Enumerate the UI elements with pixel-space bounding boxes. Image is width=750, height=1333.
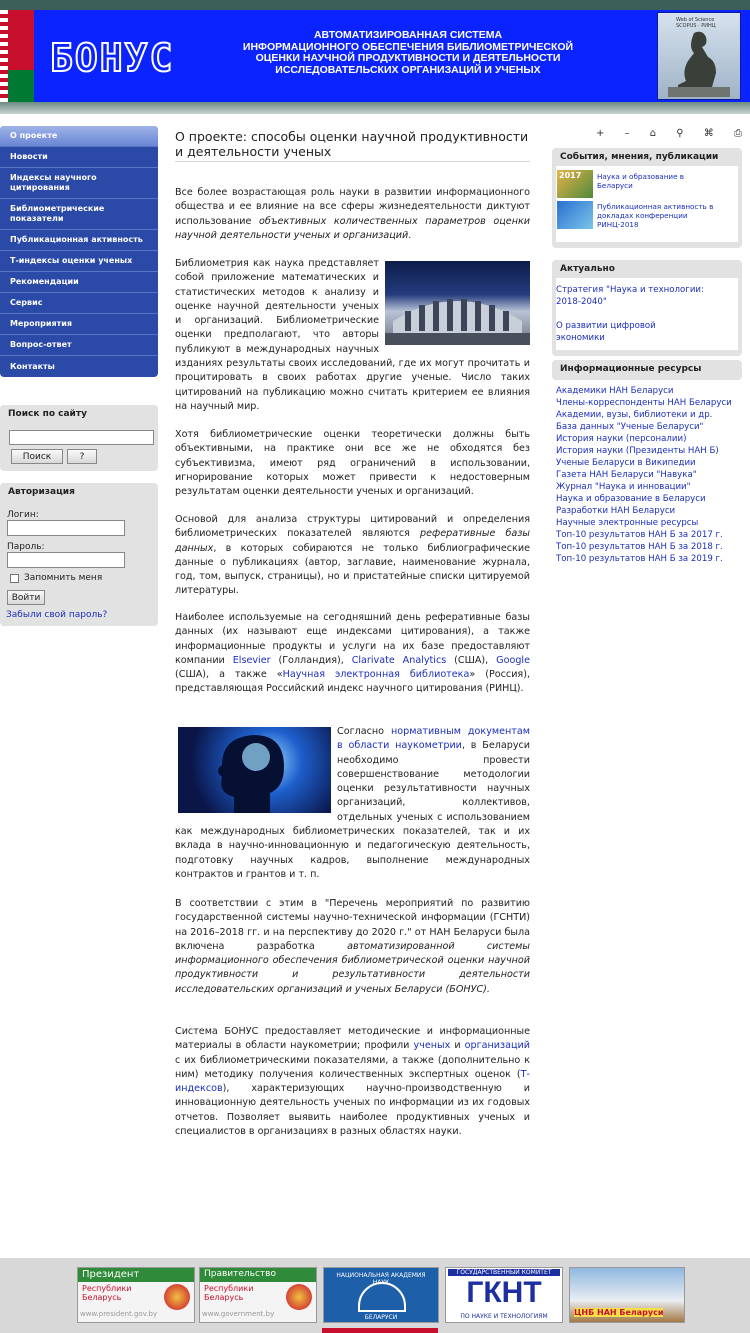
resource-link[interactable]: История науки (персоналии)	[556, 434, 687, 444]
brain-head-image	[178, 727, 331, 813]
forgot-password-link[interactable]: Забыли свой пароль?	[6, 610, 108, 620]
site-logo[interactable]: БОНУС	[50, 36, 175, 80]
events-title: События, мнения, публикации	[560, 152, 719, 162]
zoom-out-icon[interactable]: –	[624, 128, 630, 139]
menu-item-t-indexes[interactable]: Т-индексы оценки ученых	[0, 251, 158, 272]
actual-link-strategy[interactable]: Стратегия "Наука и технологии: 2018-2040"	[556, 285, 704, 307]
resource-link[interactable]: Топ-10 результатов НАН Б за 2018 г.	[556, 542, 723, 552]
search-input[interactable]	[9, 430, 154, 445]
password-label: Пароль:	[7, 542, 45, 552]
building-icon	[385, 261, 530, 345]
search-title: Поиск по сайту	[8, 409, 87, 419]
article-paragraph-2: Библиометрия как наука представляет собой приложение математических и статистических методов к анализу и оценке научной деятельности ученых и организаций. Библиометрические оценки предполагают, что авторы публикуют в международных научных изданиях результаты своих исследований, где их могут прочитать и процитировать в своих работах другие ученые. Число таких цитирований на публикацию можно считать критерием ее влияния на научный мир.	[175, 258, 530, 412]
article-paragraph-6: Согласно нормативным документам в области наукометрии, в Беларуси необходимо провести совершенствование методологии оценки результативности научных организаций, коллективов, отдельных ученых с использованием как международных библиометрических показателей, так и их вклада в научно-инновационную и педагогическую деятельность, подготовку научных кадров, выполнение международных контрактов и грантов и т. п.	[175, 726, 531, 880]
event-link-1[interactable]: Наука и образование в Беларуси	[597, 172, 685, 190]
actual-links	[556, 284, 706, 344]
menu-item-recommendations[interactable]: Рекомендации	[0, 272, 158, 293]
menu-item-events[interactable]: Мероприятия	[0, 314, 158, 335]
google-link[interactable]: Google	[496, 654, 530, 666]
resource-link[interactable]: Топ-10 результатов НАН Б за 2019 г.	[556, 554, 723, 564]
clarivate-link[interactable]: Clarivate Analytics	[351, 654, 447, 666]
remember-checkbox[interactable]	[10, 574, 19, 583]
resource-link[interactable]: История науки (Президенты НАН Б)	[556, 446, 719, 456]
thinker-statue-icon	[664, 25, 734, 97]
academy-building-image	[385, 261, 530, 345]
resource-link[interactable]: Члены-корреспонденты НАН Беларуси	[556, 398, 732, 408]
belarus-flag	[0, 10, 34, 102]
organizations-link[interactable]: организаций	[464, 1040, 530, 1052]
header-title: АВТОМАТИЗИРОВАННАЯ СИСТЕМА ИНФОРМАЦИОННОГО ОБЕСПЕЧЕНИЯ БИБЛИОМЕТРИЧЕСКОЙ ОЦЕНКИ НАУЧНОЙ ПРОДУКТИВНОСТИ И ДЕЯТЕЛЬНОСТИ ИССЛЕДОВАТЕЛЬСКИХ ОРГАНИЗАЦИЙ И УЧЕНЫХ	[242, 29, 574, 76]
header-bottom-band	[0, 102, 750, 114]
resources-box	[552, 360, 742, 380]
article-paragraph-4: Основой для анализа структуры цитирований и определения библиометрических показателей являются реферативные базы данных, в которых собираются не только библиографические данные о публикациях (автор, заглавие, наименование журнала, год, том, выпуск, страницы), но и пристатейные списки цитируемой литературы.	[175, 514, 530, 597]
resource-link[interactable]: Топ-10 результатов НАН Б за 2017 г.	[556, 530, 723, 540]
president-banner[interactable]: Президент Республики Беларусь www.president.gov.by	[77, 1267, 195, 1323]
main-menu	[0, 126, 158, 377]
thinker-image: Web of Science SCOPUS · РИНЦ	[657, 12, 741, 100]
menu-item-faq[interactable]: Вопрос-ответ	[0, 335, 158, 356]
password-input[interactable]	[7, 552, 125, 568]
resource-link[interactable]: База данных "Ученые Беларуси"	[556, 422, 704, 432]
auth-box	[0, 483, 158, 626]
menu-item-about[interactable]: О проекте	[0, 126, 158, 147]
scientists-link[interactable]: ученых	[413, 1040, 451, 1052]
academy-building-icon	[358, 1282, 406, 1312]
resource-link[interactable]: Научные электронные ресурсы	[556, 518, 699, 528]
actual-title: Актуально	[560, 264, 615, 274]
gknt-banner[interactable]: ГОСУДАРСТВЕННЫЙ КОМИТЕТ ГКНТ ПО НАУКЕ И ТЕХНОЛОГИЯМ	[445, 1267, 563, 1323]
page-title: О проекте: способы оценки научной продуктивности и деятельности ученых	[175, 129, 530, 162]
footer	[0, 1258, 750, 1333]
menu-item-contacts[interactable]: Контакты	[10, 361, 55, 371]
zoom-in-icon[interactable]: +	[596, 128, 605, 139]
article-paragraph-3: Хотя библиометрические оценки теоретически должны быть объективными, на практике они все же не обходятся без субъективизма, имеют ряд ограничений в использовании, игнорирование которых может привести к недостоверным результатам оценки деятельности ученых и организаций.	[175, 429, 530, 498]
page-toolbar	[596, 128, 742, 140]
event-thumb-1[interactable]: 2017	[557, 170, 593, 198]
menu-item-bibliometric-indicators[interactable]: Библиометрические показатели	[0, 199, 158, 230]
academy-banner[interactable]: НАЦИОНАЛЬНАЯ АКАДЕМИЯ НАУК БЕЛАРУСИ	[323, 1267, 439, 1323]
menu-item-service[interactable]: Сервис	[0, 293, 158, 314]
cnb-banner[interactable]: ЦНБ НАН Беларуси	[569, 1267, 685, 1323]
print-icon[interactable]: ⎙	[733, 128, 742, 139]
article-paragraph-8: Система БОНУС предоставляет методические и информационные материалы в области наукометрии; профили ученых и организаций с их библиометрическими показателями, а также (дополнительно к ним) методику получения количественных экспертных оценок (Т-индексов), характеризующих научно-производственную и инновационную деятельность ученых по информации из их годовых отчетов. Позволяет выявить наиболее продуктивных ученых и специалистов в организациях в разных областях науки.	[175, 1026, 530, 1138]
elsevier-link[interactable]: Elsevier	[232, 654, 271, 666]
footer-extra-banner[interactable]	[322, 1328, 438, 1333]
article-paragraph-7: В соответствии с этим в "Перечень мероприятий по развитию государственной системы научно-технической информации (ГСНТИ) на 2016–2018 гг. и на перспективу до 2020 г." от НАН Беларуси была включена разработка автоматизированной системы информационного обеспечения библиометрической оценки научной продуктивности и результативности деятельности исследовательских организаций и ученых Беларуси (БОНУС).	[175, 898, 530, 995]
coat-of-arms-icon	[286, 1284, 312, 1310]
sitemap-icon[interactable]: ⌘	[703, 128, 714, 139]
resource-link[interactable]: Наука и образование в Беларуси	[556, 494, 706, 504]
resource-link[interactable]: Разработки НАН Беларуси	[556, 506, 676, 516]
article-paragraph-1: Все более возрастающая роль науки в развитии информационного общества и ее влияние на все сферы жизнедеятельности диктуют использование объективных количественных параметров оценки научной деятельности ученых и организаций.	[175, 187, 530, 241]
search-help-button[interactable]: ?	[67, 449, 97, 464]
menu-item-news[interactable]: Новости	[0, 147, 158, 168]
article-paragraph-5: Наиболее используемые на сегодняшний день реферативные базы данных (их называют еще индексами цитирования), а также информационные продукты и услуги на их базе предоставляют компании Elsevier (Голландия), Clarivate Analytics (США), Google (США), а также «Научная электронная библиотека» (Россия), представляющая Российский индекс научного цитирования (РИНЦ).	[175, 612, 530, 695]
coat-of-arms-icon	[164, 1284, 190, 1310]
article-header	[175, 129, 530, 162]
event-link-2[interactable]: Публикационная активность в докладах конференции РИНЦ-2018	[597, 202, 714, 229]
resource-link[interactable]: Газета НАН Беларуси "Навука"	[556, 470, 697, 480]
government-banner[interactable]: Правительство Республики Беларусь www.government.by	[199, 1267, 317, 1323]
resources-title: Информационные ресурсы	[560, 364, 702, 374]
events-box	[552, 148, 742, 248]
login-button[interactable]: Войти	[7, 590, 45, 605]
elibrary-link[interactable]: Научная электронная библиотека	[282, 669, 470, 681]
remember-label: Запомнить меня	[24, 573, 103, 583]
resource-link[interactable]: Ученые Беларуси в Википедии	[556, 458, 696, 468]
search-icon[interactable]: ⚲	[676, 128, 684, 139]
resources-list	[556, 385, 742, 565]
resource-link[interactable]: Академии, вузы, библиотеки и др.	[556, 410, 713, 420]
site-header	[0, 10, 750, 102]
home-icon[interactable]: ⌂	[649, 128, 657, 139]
login-input[interactable]	[7, 520, 125, 536]
menu-item-publication-activity[interactable]: Публикационная активность	[0, 230, 158, 251]
search-box	[0, 405, 158, 471]
resource-link[interactable]: Академики НАН Беларуси	[556, 386, 674, 396]
head-silhouette-icon	[178, 727, 331, 813]
login-label: Логин:	[7, 510, 39, 520]
event-thumb-2[interactable]	[557, 201, 593, 229]
top-stripe	[0, 0, 750, 10]
auth-title: Авторизация	[8, 487, 75, 497]
actual-link-digital-economy[interactable]: О развитии цифровой экономики	[556, 321, 656, 343]
search-button[interactable]: Поиск	[11, 449, 63, 464]
t-indexes-link[interactable]: Т-индексов	[175, 1068, 530, 1095]
resource-link[interactable]: Журнал "Наука и инновации"	[556, 482, 691, 492]
normative-docs-link[interactable]: нормативным документам в области наукометрии	[337, 726, 530, 752]
menu-item-citation-indexes[interactable]: Индексы научного цитирования	[0, 168, 158, 199]
